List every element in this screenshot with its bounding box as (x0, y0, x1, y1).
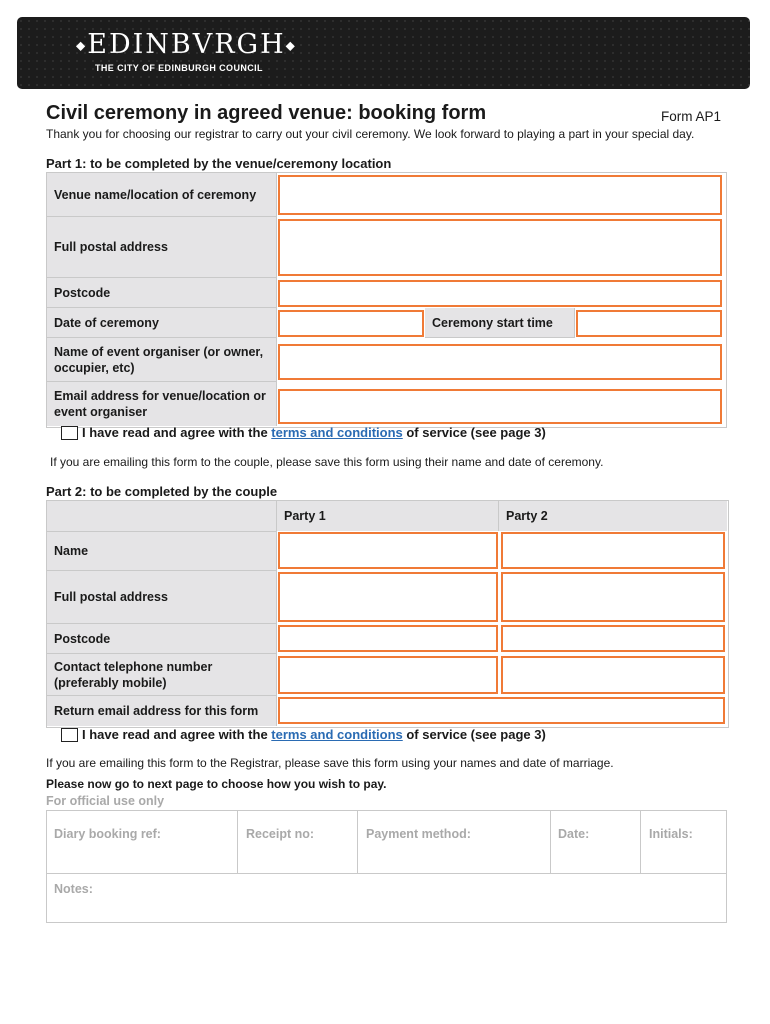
official-divider (640, 810, 641, 873)
form-number: Form AP1 (661, 109, 722, 124)
party1-header: Party 1 (277, 501, 499, 531)
agreement-suffix: of service (see page 3) (402, 727, 546, 742)
official-divider (357, 810, 358, 873)
venue-label: Venue name/location of ceremony (47, 173, 277, 217)
venue-address-field[interactable] (278, 219, 722, 276)
page-title: Civil ceremony in agreed venue: booking form (46, 102, 487, 124)
start-time-field[interactable] (576, 310, 722, 337)
part1-agreement (61, 425, 546, 440)
council-name: THE CITY OF EDINBURGH COUNCIL (95, 63, 263, 73)
official-divider (237, 810, 238, 873)
intro-text: Thank you for choosing our registrar to carry out your civil ceremony. We look forward to playing a part in your special day. (46, 127, 695, 141)
party1-name-field[interactable] (278, 532, 498, 569)
couple-name-label: Name (47, 531, 277, 571)
party1-phone-field[interactable] (278, 656, 498, 694)
venue-field[interactable] (278, 175, 722, 215)
party2-header: Party 2 (499, 501, 727, 531)
start-time-label: Ceremony start time (425, 308, 575, 338)
receipt-no-label: Receipt no: (246, 827, 315, 841)
party1-postcode-field[interactable] (278, 625, 498, 652)
logo-diamond-right-icon: ◆ (285, 38, 297, 53)
next-page-instruction: Please now go to next page to choose how you wish to pay. (46, 777, 387, 791)
terms-link[interactable]: terms and conditions (271, 425, 403, 440)
agreement-text: I have read and agree with the (82, 425, 272, 440)
terms-link[interactable]: terms and conditions (271, 727, 403, 742)
party2-name-field[interactable] (501, 532, 725, 569)
agreement-text: I have read and agree with the (82, 727, 272, 742)
party2-postcode-field[interactable] (501, 625, 725, 652)
official-use-heading: For official use only (46, 794, 165, 808)
part2-note: If you are emailing this form to the Registrar, please save this form using your names and date of marriage. (46, 756, 614, 770)
logo-diamond-left-icon: ◆ (76, 38, 88, 53)
phone-label: Contact telephone number (preferably mobile) (47, 654, 277, 696)
venue-postcode-label: Postcode (47, 278, 277, 308)
party2-phone-field[interactable] (501, 656, 725, 694)
couple-postcode-label: Postcode (47, 624, 277, 654)
initials-label: Initials: (649, 827, 693, 841)
official-row-divider (46, 873, 726, 874)
notes-label: Notes: (54, 882, 93, 896)
part2-blank-header (47, 501, 277, 531)
council-logo (76, 30, 297, 61)
venue-email-field[interactable] (278, 389, 722, 424)
venue-address-label: Full postal address (47, 217, 277, 278)
venue-email-label: Email address for venue/location or event organiser (47, 382, 277, 426)
organiser-label: Name of event organiser (or owner, occupier, etc) (47, 338, 277, 382)
part2-agreement (61, 727, 546, 742)
couple-address-label: Full postal address (47, 571, 277, 624)
ceremony-date-label: Date of ceremony (47, 308, 277, 338)
party2-address-field[interactable] (501, 572, 725, 622)
ceremony-date-field[interactable] (278, 310, 424, 337)
organiser-field[interactable] (278, 344, 722, 380)
part1-note: If you are emailing this form to the couple, please save this form using their name and date of ceremony. (50, 455, 604, 469)
payment-method-label: Payment method: (366, 827, 471, 841)
part1-heading: Part 1: to be completed by the venue/ceremony location (46, 156, 392, 171)
return-email-field[interactable] (278, 697, 725, 724)
diary-ref-label: Diary booking ref: (54, 827, 161, 841)
official-divider (550, 810, 551, 873)
official-date-label: Date: (558, 827, 590, 841)
agreement-suffix: of service (see page 3) (402, 425, 546, 440)
venue-postcode-field[interactable] (278, 280, 722, 307)
return-email-label: Return email address for this form (47, 696, 277, 726)
part1-agree-checkbox[interactable] (61, 426, 78, 440)
logo-wordmark: EDINBVRGH (87, 29, 286, 60)
part2-agree-checkbox[interactable] (61, 728, 78, 742)
party1-address-field[interactable] (278, 572, 498, 622)
part2-heading: Part 2: to be completed by the couple (46, 484, 278, 499)
